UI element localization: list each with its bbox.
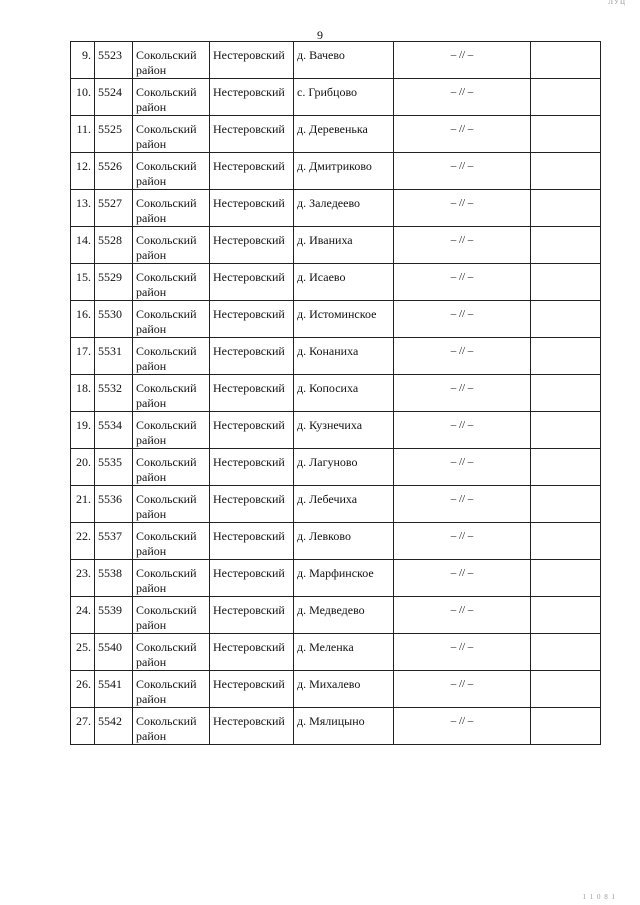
row-note: – // – xyxy=(394,486,531,523)
row-number: 20. xyxy=(71,449,95,486)
row-extra xyxy=(531,560,601,597)
row-extra xyxy=(531,449,601,486)
row-note: – // – xyxy=(394,449,531,486)
row-locality: д. Мялицыно xyxy=(294,708,394,745)
row-note: – // – xyxy=(394,190,531,227)
row-code: 5524 xyxy=(95,79,133,116)
row-extra xyxy=(531,153,601,190)
row-extra xyxy=(531,486,601,523)
row-note: – // – xyxy=(394,375,531,412)
row-note: – // – xyxy=(394,708,531,745)
row-settlement: Нестеровский xyxy=(210,412,294,449)
row-extra xyxy=(531,523,601,560)
row-code: 5528 xyxy=(95,227,133,264)
table-row xyxy=(71,153,601,190)
row-note: – // – xyxy=(394,671,531,708)
row-locality: д. Исаево xyxy=(294,264,394,301)
row-note: – // – xyxy=(394,597,531,634)
row-number: 16. xyxy=(71,301,95,338)
table-row xyxy=(71,449,601,486)
row-number: 17. xyxy=(71,338,95,375)
row-code: 5537 xyxy=(95,523,133,560)
table-row xyxy=(71,412,601,449)
row-note: – // – xyxy=(394,79,531,116)
table-row xyxy=(71,560,601,597)
row-settlement: Нестеровский xyxy=(210,671,294,708)
row-settlement: Нестеровский xyxy=(210,227,294,264)
row-settlement: Нестеровский xyxy=(210,338,294,375)
row-settlement: Нестеровский xyxy=(210,560,294,597)
row-settlement: Нестеровский xyxy=(210,486,294,523)
row-settlement: Нестеровский xyxy=(210,153,294,190)
row-number: 26. xyxy=(71,671,95,708)
row-extra xyxy=(531,190,601,227)
row-extra xyxy=(531,264,601,301)
row-note: – // – xyxy=(394,42,531,79)
table-row xyxy=(71,523,601,560)
row-settlement: Нестеровский xyxy=(210,449,294,486)
row-code: 5536 xyxy=(95,486,133,523)
row-district: Сокольский район xyxy=(133,597,210,634)
row-code: 5542 xyxy=(95,708,133,745)
row-number: 9. xyxy=(71,42,95,79)
table-row xyxy=(71,227,601,264)
row-settlement: Нестеровский xyxy=(210,116,294,153)
row-number: 12. xyxy=(71,153,95,190)
row-extra xyxy=(531,301,601,338)
row-district: Сокольский район xyxy=(133,449,210,486)
row-settlement: Нестеровский xyxy=(210,634,294,671)
table-row xyxy=(71,338,601,375)
table-row xyxy=(71,42,601,79)
row-number: 11. xyxy=(71,116,95,153)
row-district: Сокольский район xyxy=(133,301,210,338)
row-district: Сокольский район xyxy=(133,671,210,708)
row-settlement: Нестеровский xyxy=(210,42,294,79)
row-note: – // – xyxy=(394,412,531,449)
row-district: Сокольский район xyxy=(133,634,210,671)
row-locality: д. Вачево xyxy=(294,42,394,79)
row-locality: д. Дмитриково xyxy=(294,153,394,190)
row-note: – // – xyxy=(394,264,531,301)
row-note: – // – xyxy=(394,634,531,671)
row-number: 18. xyxy=(71,375,95,412)
row-district: Сокольский район xyxy=(133,338,210,375)
row-number: 23. xyxy=(71,560,95,597)
row-district: Сокольский район xyxy=(133,708,210,745)
row-code: 5541 xyxy=(95,671,133,708)
row-settlement: Нестеровский xyxy=(210,597,294,634)
row-code: 5535 xyxy=(95,449,133,486)
row-note: – // – xyxy=(394,227,531,264)
row-code: 5526 xyxy=(95,153,133,190)
row-number: 24. xyxy=(71,597,95,634)
row-code: 5538 xyxy=(95,560,133,597)
row-code: 5531 xyxy=(95,338,133,375)
row-extra xyxy=(531,227,601,264)
row-locality: с. Грибцово xyxy=(294,79,394,116)
row-number: 19. xyxy=(71,412,95,449)
row-note: – // – xyxy=(394,301,531,338)
row-number: 25. xyxy=(71,634,95,671)
row-note: – // – xyxy=(394,523,531,560)
table-row xyxy=(71,116,601,153)
row-district: Сокольский район xyxy=(133,523,210,560)
row-district: Сокольский район xyxy=(133,227,210,264)
row-locality: д. Меленка xyxy=(294,634,394,671)
table-row xyxy=(71,79,601,116)
row-code: 5540 xyxy=(95,634,133,671)
footer-mark: 1 1 0 8 1 xyxy=(582,893,616,901)
row-note: – // – xyxy=(394,338,531,375)
row-number: 14. xyxy=(71,227,95,264)
row-settlement: Нестеровский xyxy=(210,708,294,745)
row-note: – // – xyxy=(394,560,531,597)
table-row xyxy=(71,597,601,634)
page-number: 9 xyxy=(317,28,323,42)
row-code: 5529 xyxy=(95,264,133,301)
row-number: 13. xyxy=(71,190,95,227)
row-extra xyxy=(531,708,601,745)
table-body xyxy=(71,42,601,745)
row-settlement: Нестеровский xyxy=(210,375,294,412)
row-extra xyxy=(531,338,601,375)
row-code: 5525 xyxy=(95,116,133,153)
row-code: 5539 xyxy=(95,597,133,634)
row-settlement: Нестеровский xyxy=(210,264,294,301)
row-locality: д. Деревенька xyxy=(294,116,394,153)
row-locality: д. Михалево xyxy=(294,671,394,708)
row-settlement: Нестеровский xyxy=(210,523,294,560)
row-number: 15. xyxy=(71,264,95,301)
row-district: Сокольский район xyxy=(133,116,210,153)
row-district: Сокольский район xyxy=(133,42,210,79)
row-locality: д. Левково xyxy=(294,523,394,560)
row-locality: д. Кузнечиха xyxy=(294,412,394,449)
table-row xyxy=(71,190,601,227)
row-settlement: Нестеровский xyxy=(210,301,294,338)
settlements-table xyxy=(70,41,601,745)
table-row xyxy=(71,708,601,745)
row-note: – // – xyxy=(394,116,531,153)
row-locality: д. Заледеево xyxy=(294,190,394,227)
row-number: 22. xyxy=(71,523,95,560)
table-row xyxy=(71,301,601,338)
row-locality: д. Иваниха xyxy=(294,227,394,264)
row-locality: д. Копосиха xyxy=(294,375,394,412)
table-row xyxy=(71,264,601,301)
row-locality: д. Медведево xyxy=(294,597,394,634)
row-locality: д. Лебечиха xyxy=(294,486,394,523)
row-district: Сокольский район xyxy=(133,153,210,190)
row-extra xyxy=(531,42,601,79)
row-number: 21. xyxy=(71,486,95,523)
row-locality: д. Истоминское xyxy=(294,301,394,338)
row-code: 5534 xyxy=(95,412,133,449)
table-row xyxy=(71,634,601,671)
row-district: Сокольский район xyxy=(133,375,210,412)
row-locality: д. Марфинское xyxy=(294,560,394,597)
row-code: 5530 xyxy=(95,301,133,338)
row-code: 5532 xyxy=(95,375,133,412)
row-district: Сокольский район xyxy=(133,486,210,523)
table-row xyxy=(71,671,601,708)
row-district: Сокольский район xyxy=(133,412,210,449)
row-settlement: Нестеровский xyxy=(210,190,294,227)
row-note: – // – xyxy=(394,153,531,190)
row-extra xyxy=(531,634,601,671)
row-code: 5523 xyxy=(95,42,133,79)
row-extra xyxy=(531,671,601,708)
row-district: Сокольский район xyxy=(133,560,210,597)
row-locality: д. Конаниха xyxy=(294,338,394,375)
corner-mark: ЛУЦ xyxy=(608,0,626,6)
row-extra xyxy=(531,79,601,116)
row-extra xyxy=(531,375,601,412)
row-district: Сокольский район xyxy=(133,79,210,116)
row-code: 5527 xyxy=(95,190,133,227)
row-number: 27. xyxy=(71,708,95,745)
row-extra xyxy=(531,116,601,153)
row-locality: д. Лагуново xyxy=(294,449,394,486)
row-district: Сокольский район xyxy=(133,190,210,227)
row-number: 10. xyxy=(71,79,95,116)
row-extra xyxy=(531,412,601,449)
row-settlement: Нестеровский xyxy=(210,79,294,116)
table-row xyxy=(71,375,601,412)
row-district: Сокольский район xyxy=(133,264,210,301)
table-row xyxy=(71,486,601,523)
row-extra xyxy=(531,597,601,634)
